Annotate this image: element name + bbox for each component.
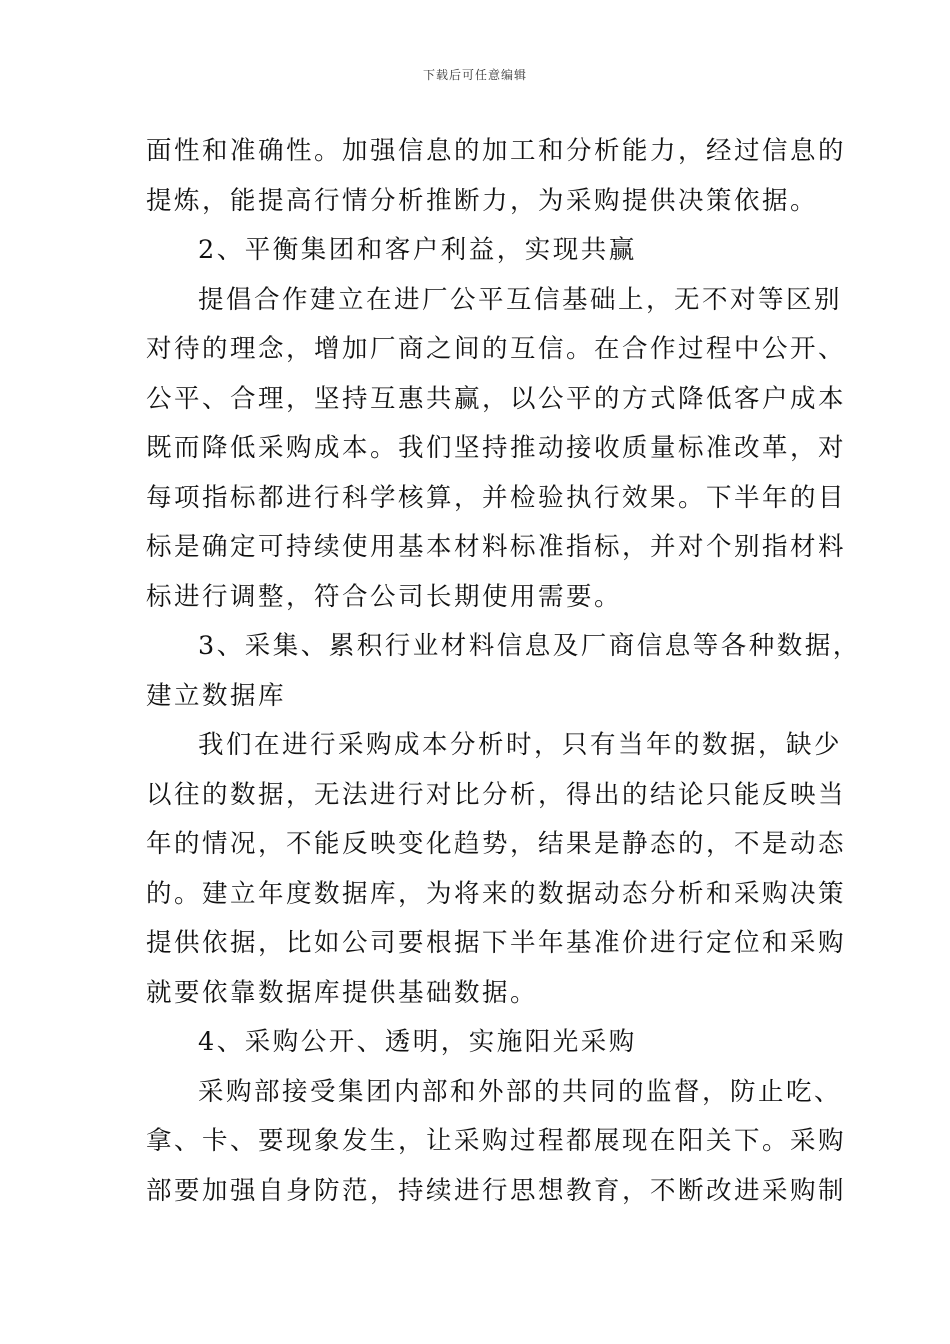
text-line: 部要加强自身防范，持续进行思想教育，不断改进采购制 bbox=[146, 1175, 847, 1206]
text-line: 公平、合理，坚持互惠共赢，以公平的方式降低客户成本 bbox=[146, 383, 847, 414]
page-header-note: 下载后可任意编辑 bbox=[422, 68, 527, 82]
text-line: 采购部接受集团内部和外部的共同的监督，防止吃、 bbox=[198, 1076, 843, 1107]
text-line: 标进行调整，符合公司长期使用需要。 bbox=[146, 581, 623, 612]
text-line: 2、平衡集团和客户利益，实现共赢 bbox=[198, 235, 637, 265]
text-line: 面性和准确性。加强信息的加工和分析能力，经过信息的 bbox=[146, 136, 847, 166]
text-line: 年的情况，不能反映变化趋势，结果是静态的，不是动态 bbox=[146, 829, 847, 859]
text-line: 每项指标都进行科学核算，并检验执行效果。下半年的目 bbox=[146, 482, 847, 513]
text-line: 拿、卡、要现象发生，让采购过程都展现在阳关下。采购 bbox=[146, 1126, 847, 1156]
text-line: 对待的理念，增加厂商之间的互信。在合作过程中公开、 bbox=[146, 334, 847, 364]
text-line: 我们在进行采购成本分析时，只有当年的数据，缺少 bbox=[198, 730, 843, 760]
text-line: 标是确定可持续使用基本材料标准指标，并对个别指材料 bbox=[146, 532, 847, 562]
document-body bbox=[146, 127, 861, 1216]
text-line: 建立数据库 bbox=[146, 680, 287, 711]
text-line: 提供依据，比如公司要根据下半年基准价进行定位和采购 bbox=[146, 928, 847, 958]
text-line: 既而降低采购成本。我们坚持推动接收质量标准改革，对 bbox=[146, 433, 847, 463]
text-line: 提炼，能提高行情分析推断力，为采购提供决策依据。 bbox=[146, 185, 819, 216]
text-line: 3、采集、累积行业材料信息及厂商信息等各种数据， bbox=[198, 631, 861, 661]
text-line: 提倡合作建立在进厂公平互信基础上，无不对等区别 bbox=[198, 284, 843, 315]
text-line: 以往的数据，无法进行对比分析，得出的结论只能反映当 bbox=[146, 779, 847, 810]
text-line: 的。建立年度数据库，为将来的数据动态分析和采购决策 bbox=[146, 878, 847, 909]
text-line: 4、采购公开、透明，实施阳光采购 bbox=[198, 1027, 637, 1057]
text-line: 就要依靠数据库提供基础数据。 bbox=[146, 977, 539, 1008]
